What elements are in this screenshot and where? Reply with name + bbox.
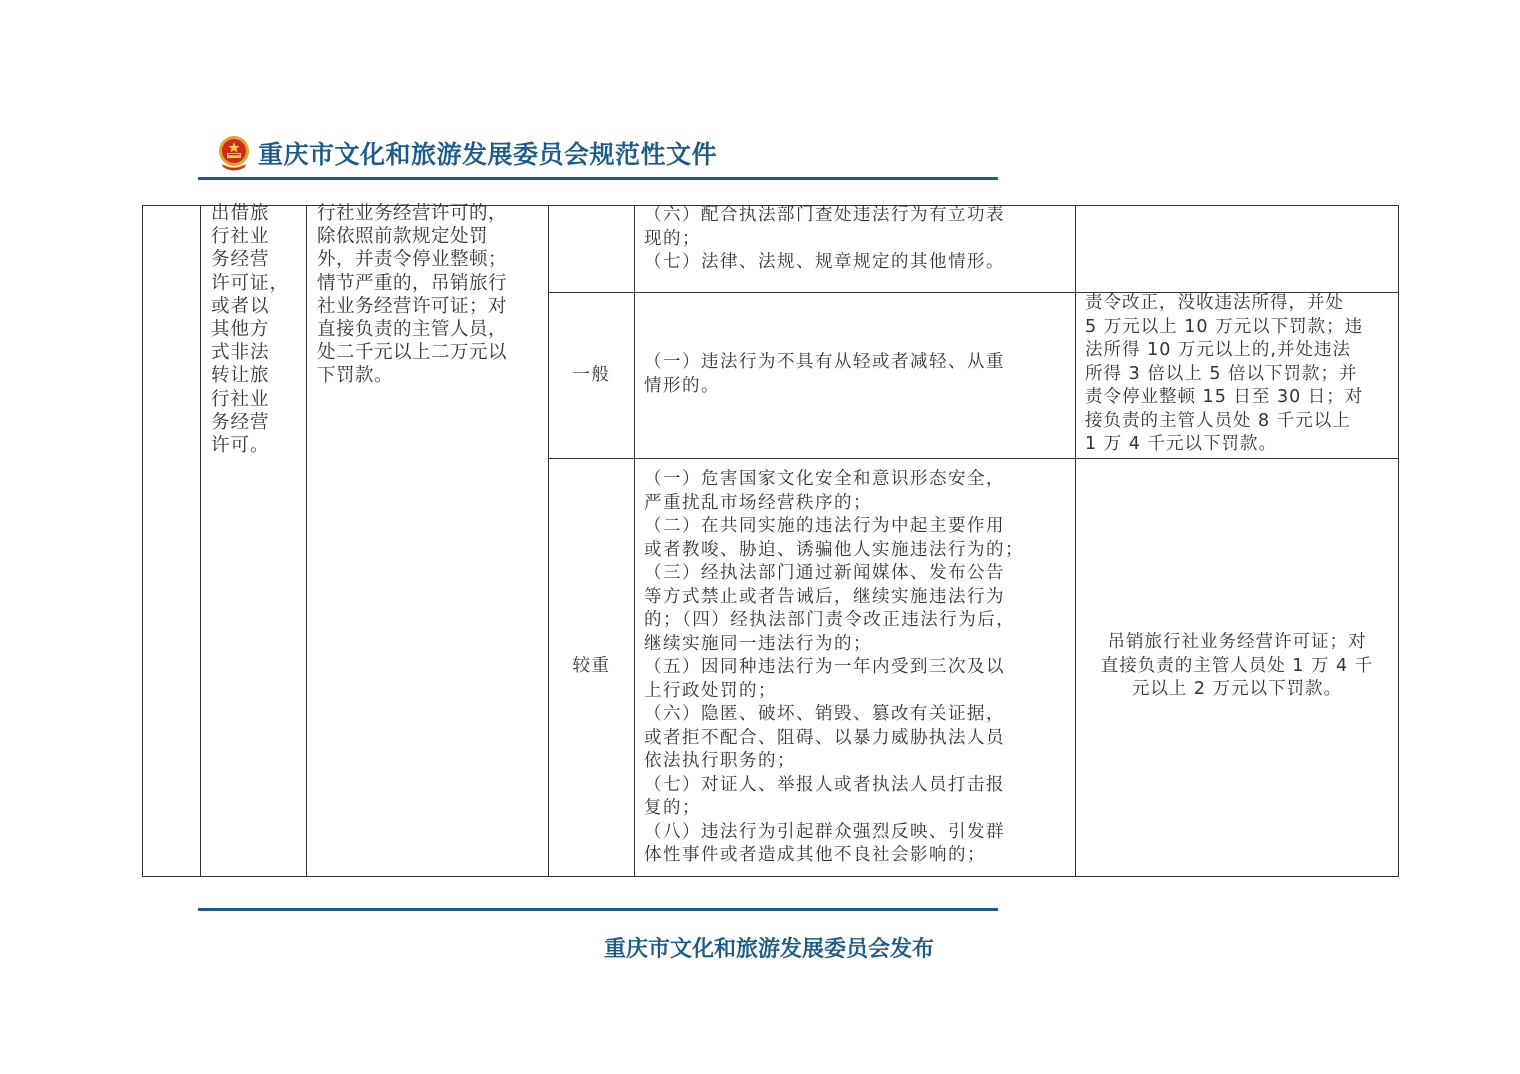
publisher-label: 重庆市文化和旅游发展委员会发布: [604, 936, 935, 962]
penalty-cell-serious: 吊销旅行社业务经营许可证；对 直接负责的主管人员处 1 万 4 千 元以上 2 万元以下罚款。: [1100, 632, 1374, 699]
level-cell-general: 一般: [572, 365, 611, 385]
col-divider: [1075, 206, 1076, 876]
circumstances-cell-continued: （六）配合执法部门查处违法行为有立功表 现的； （七）法律、法规、规章规定的其他情形。: [644, 205, 1005, 272]
document-header: [216, 132, 717, 174]
header-title: 重庆市文化和旅游发展委员会规范性文件: [258, 140, 718, 169]
circumstances-cell-general: （一）违法行为不具有从轻或者减轻、从重 情形的。: [644, 352, 1005, 396]
col-divider: [200, 206, 201, 876]
col-divider: [548, 206, 549, 876]
level-cell-serious: 较重: [572, 656, 611, 676]
penalty-cell-general: 责令改正，没收违法所得，并处 5 万元以上 10 万元以下罚款；违 法所得 10 万元以上的,并处违法 所得 3 倍以上 5 倍以下罚款；并 责令停业整顿 15 日至 30 日；对 接负责的主管人员处 8 千元以上 1 万 4 千元以下罚款。: [1085, 293, 1364, 454]
header-divider: [198, 177, 998, 180]
row-divider: [548, 458, 1398, 459]
penalty-table: [142, 205, 1399, 877]
circumstances-cell-serious: （一）危害国家文化安全和意识形态安全， 严重扰乱市场经营秩序的； （二）在共同实施的违法行为中起主要作用 或者教唆、胁迫、诱骗他人实施违法行为的； （三）经执法部门通过新闻媒体、发布公告 等方式禁止或者告诫后，继续实施违法行为 的；（四）经执法部门责令改正违法行为后， 继续实施同一违法行为的； （五）因同种违法行为一年内受到三次及以 上行政处罚的； （六）隐匿、破坏、销毁、篡改有关证据， 或者拒不配合、阻碍、以暴力威胁执法人员 依法执行职务的； （七）对证人、举报人或者执法人员打击报 复的； （八）违法行为引起群众强烈反映、引发群 体性事件或者造成其他不良社会影响的；: [644, 469, 1024, 865]
col-divider: [306, 206, 307, 876]
violation-cell: 出借旅 行社业 务经营 许可证， 或者以 其他方 式非法 转让旅 行社业 务经营 许可。: [211, 203, 290, 457]
legal-basis-cell: 行社业务经营许可的， 除依照前款规定处罚 外，并责令停业整顿； 情节严重的，吊销旅行 社业务经营许可证；对 直接负责的主管人员， 处二千元以上二万元以 下罚款。: [317, 203, 508, 387]
col-divider: [634, 206, 635, 876]
national-emblem-icon: [216, 134, 252, 172]
footer-divider: [198, 908, 998, 911]
